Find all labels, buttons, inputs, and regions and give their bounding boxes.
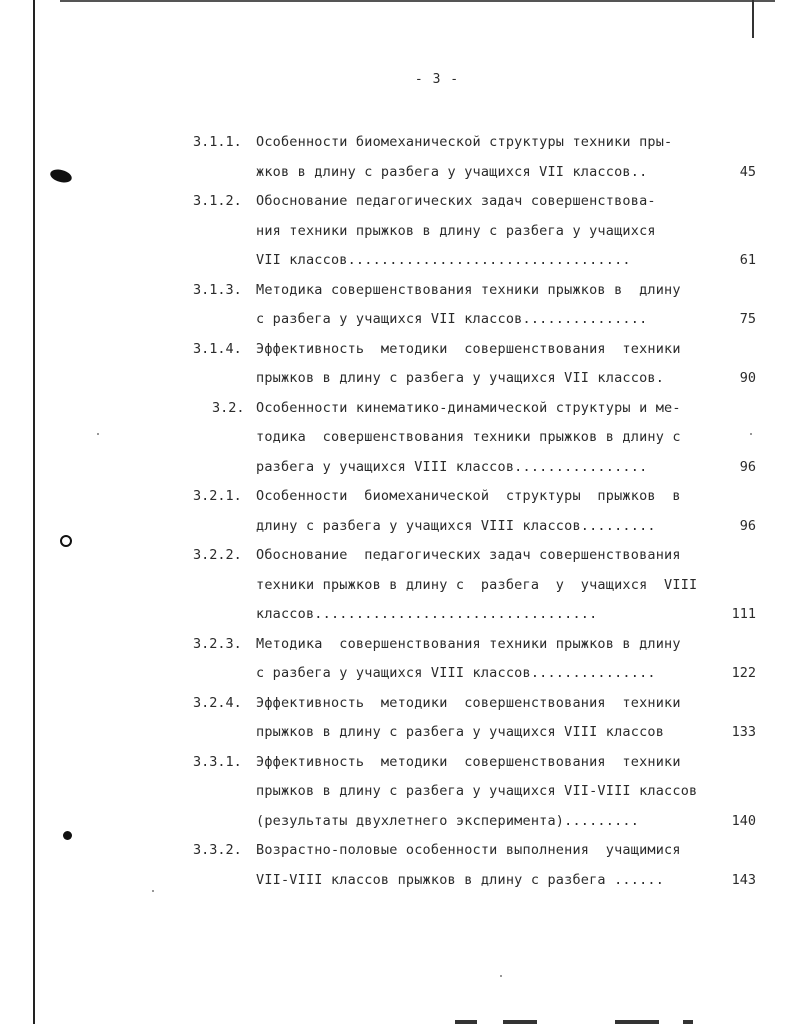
- toc-entry-text: Методика совершенствования техники прыжков в длину: [256, 635, 681, 652]
- page-number: - 3 -: [414, 72, 460, 87]
- toc-entry-text: (результаты двухлетнего эксперимента).........: [256, 812, 640, 829]
- toc-entry-page: 143: [731, 871, 756, 888]
- toc-entry-text: Особенности кинематико-динамической структуры и ме-: [256, 399, 681, 416]
- toc-entry-text: Методика совершенствования техники прыжков в длину: [256, 281, 681, 298]
- toc-entry-text: классов..................................: [256, 606, 598, 622]
- toc-entry-page: 96: [739, 517, 756, 534]
- toc-entry-text: ния техники прыжков в длину с разбега у учащихся: [256, 222, 656, 239]
- toc-entry-page: 133: [731, 724, 756, 740]
- toc-entry-page: 122: [731, 665, 756, 681]
- toc-entry-number: 3.1.3.: [193, 281, 242, 298]
- toc-entry-text: Эффективность методики совершенствования техники: [256, 753, 681, 770]
- toc-entry-number: 3.2.4.: [193, 694, 242, 711]
- toc-entry-page: 61: [739, 252, 756, 268]
- toc-entry-text: Обоснование педагогических задач совершенствова-: [256, 193, 656, 209]
- toc-entry-number: 3.2.1.: [193, 488, 242, 504]
- toc-entry-page: 90: [739, 370, 756, 386]
- toc-entry-text: прыжков в длину с разбега у учащихся VII классов.: [256, 370, 665, 386]
- toc-entry-text: Эффективность методики совершенствования техники: [256, 340, 681, 357]
- toc-entry-text: Эффективность методики совершенствования техники: [256, 694, 681, 711]
- toc-entry-number: 3.2.3.: [193, 635, 242, 652]
- toc-entry-number: 3.3.1.: [193, 753, 242, 770]
- toc-entry-text: Возрастно-половые особенности выполнения учащимися: [256, 842, 681, 858]
- toc-entry-page: 111: [731, 606, 756, 622]
- toc-entry-number: 3.2.: [212, 399, 245, 416]
- toc-entry-text: техники прыжков в длину с разбега у учащихся VIII: [256, 576, 698, 593]
- toc-entry-number: 3.3.2.: [193, 842, 242, 858]
- toc-entry-text: разбега у учащихся VIII классов................: [256, 458, 648, 475]
- toc-entry-text: длину с разбега у учащихся VIII классов.........: [256, 517, 656, 534]
- toc-entry-text: VII-VIII классов прыжков в длину с разбега ......: [256, 871, 665, 888]
- toc-entry-number: 3.1.1.: [193, 134, 242, 150]
- toc-entry-text: прыжков в длину с разбега у учащихся VIII классов: [256, 724, 665, 740]
- toc-entry-text: Особенности биомеханической структуры прыжков в: [256, 488, 681, 504]
- toc-entry-number: 3.1.4.: [193, 340, 242, 357]
- toc-entry-text: тодика совершенствования техники прыжков в длину с: [256, 429, 681, 445]
- toc-entry-text: с разбега у учащихся VIII классов...............: [256, 665, 656, 681]
- toc-entry-page: 75: [739, 311, 756, 327]
- toc-entry-number: 3.1.2.: [193, 193, 242, 209]
- toc-entry-text: Обоснование педагогических задач совершенствования: [256, 547, 681, 563]
- toc-entry-text: прыжков в длину с разбега у учащихся VII-VIII классов: [256, 783, 698, 799]
- toc-entry-text: VII классов..................................: [256, 252, 631, 268]
- toc-entry-text: жков в длину с разбега у учащихся VII классов..: [256, 163, 648, 180]
- toc-entry-text: с разбега у учащихся VII классов...............: [256, 311, 648, 327]
- toc-entry-page: 140: [731, 812, 756, 829]
- toc-entry-page: 96: [739, 458, 756, 475]
- toc-entry-text: Особенности биомеханической структуры техники пры-: [256, 134, 673, 150]
- toc-entry-page: 45: [739, 163, 756, 180]
- toc-entry-number: 3.2.2.: [193, 547, 242, 563]
